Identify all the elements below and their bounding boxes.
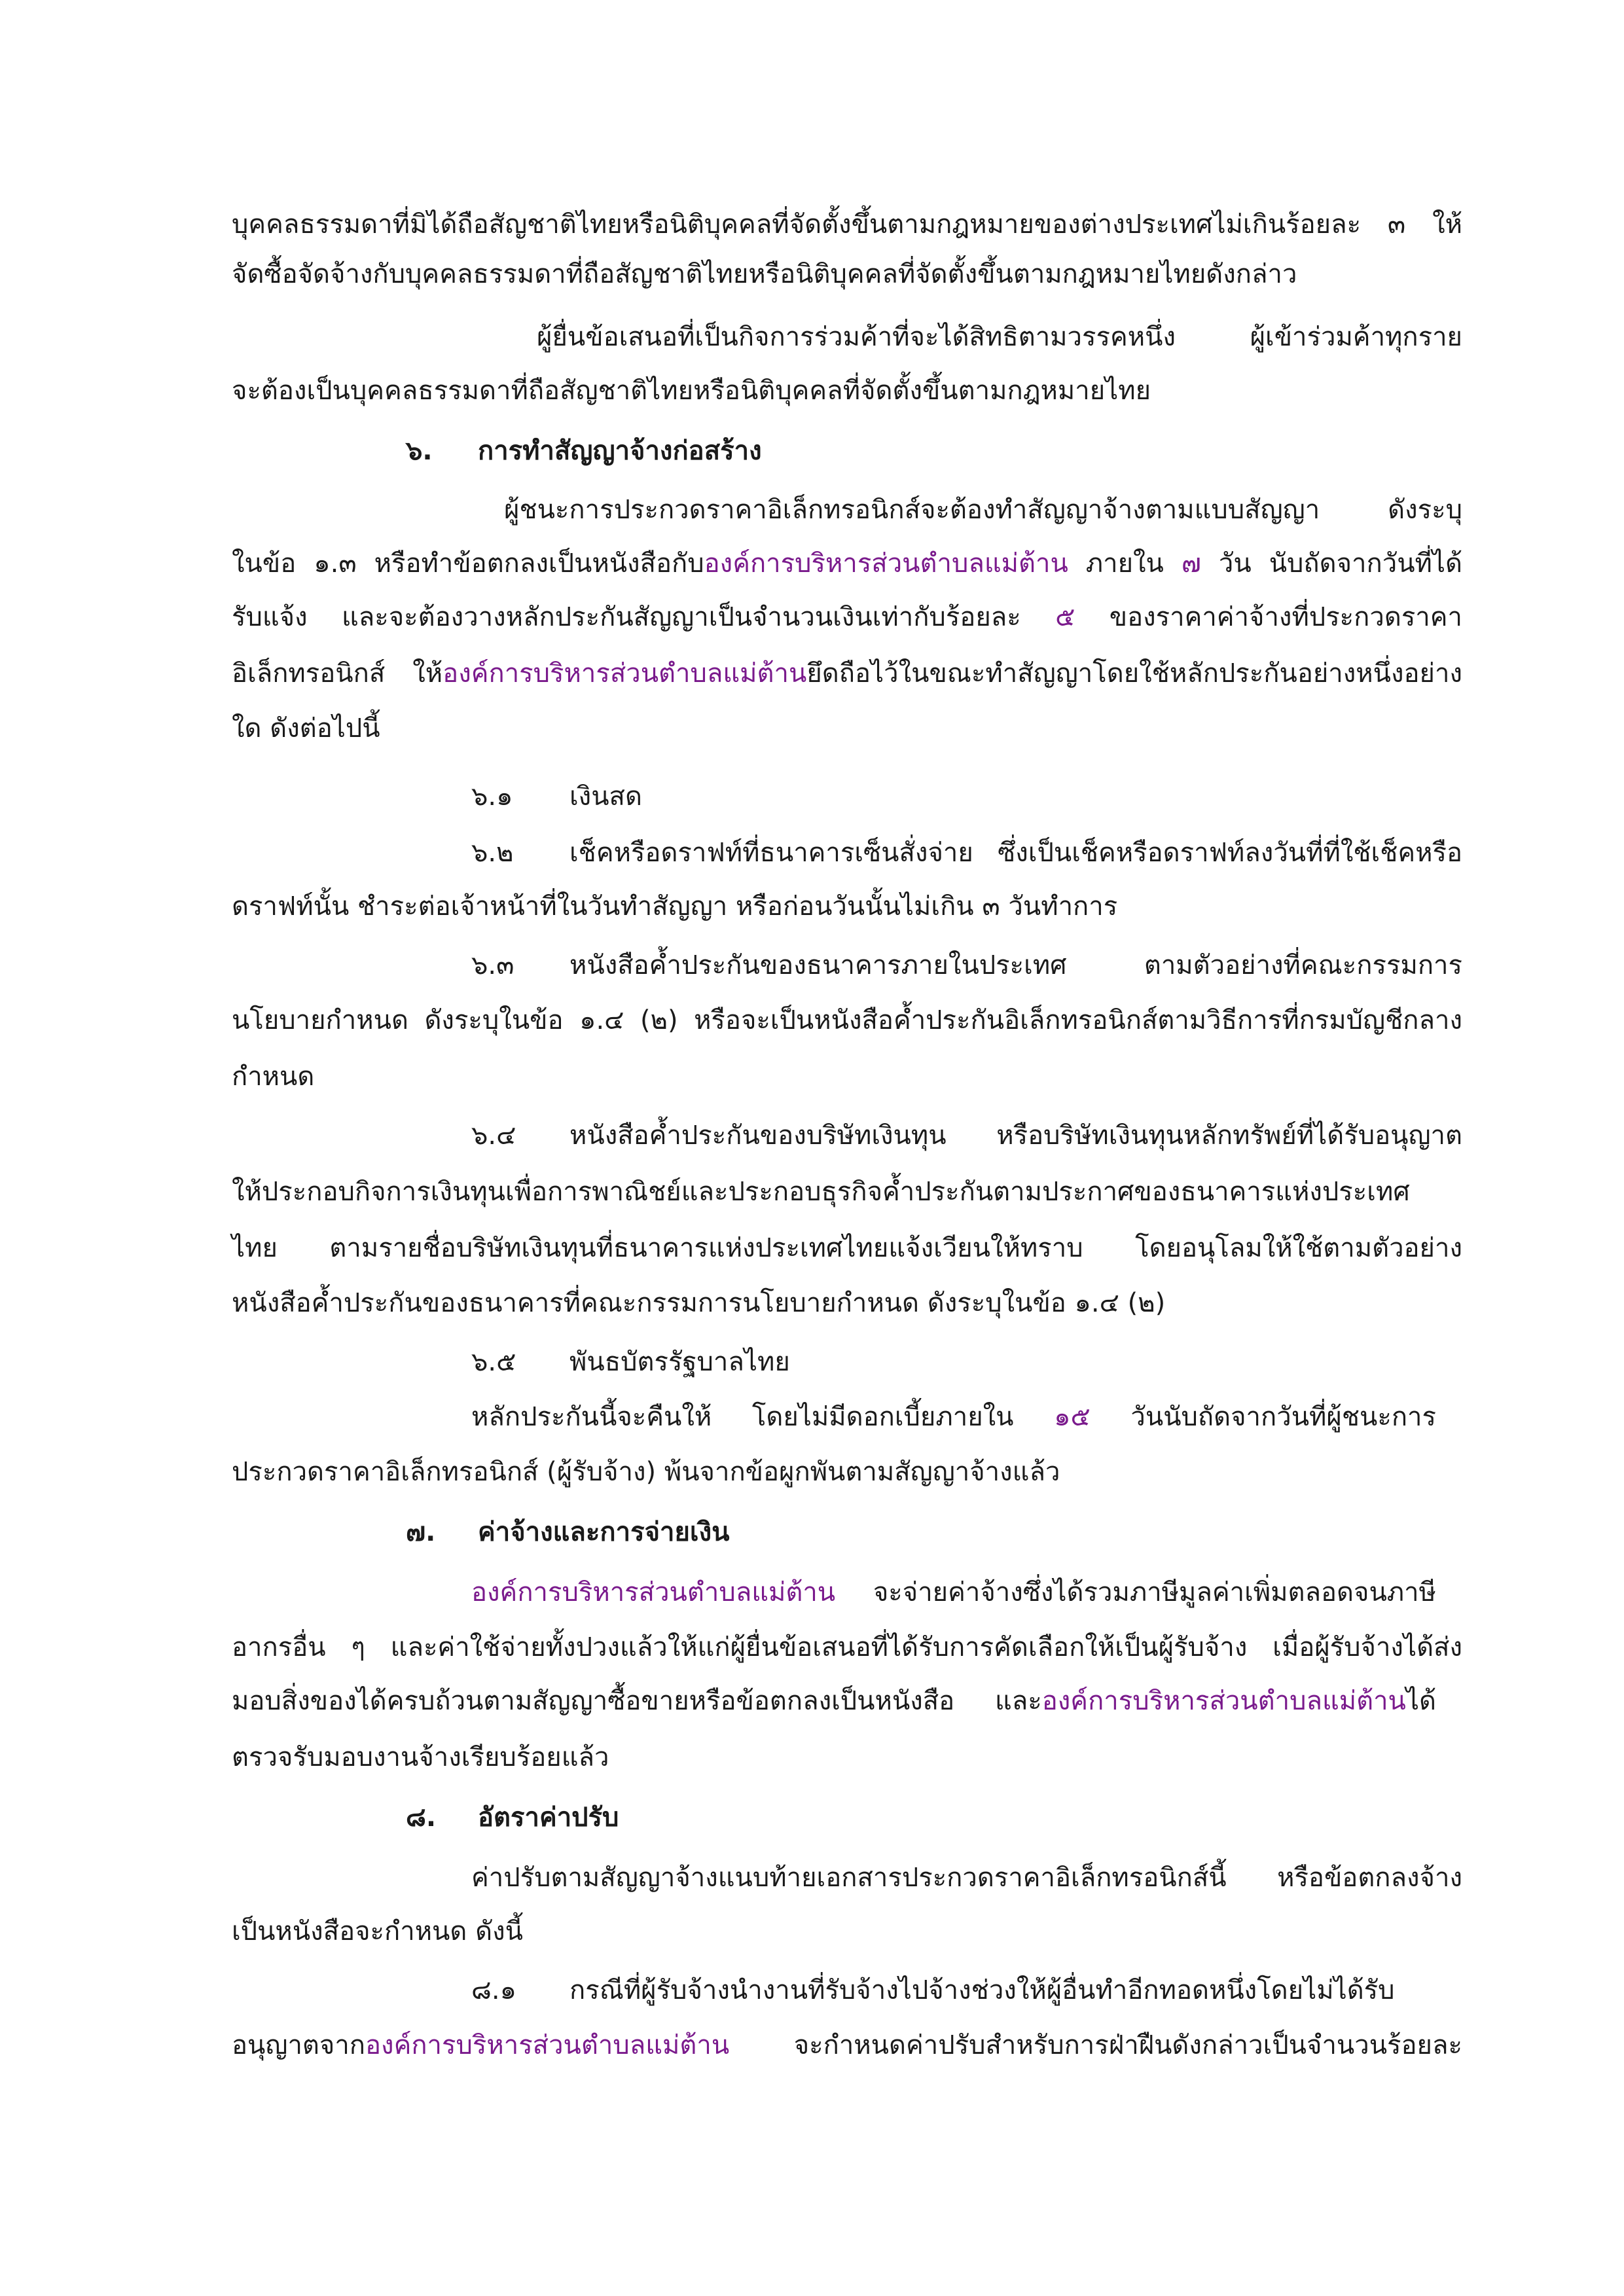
sub-item-text: พันธบัตรรัฐบาลไทย	[569, 1347, 790, 1377]
sub-item-number: ๖.๕	[471, 1347, 516, 1377]
number-highlight: ๗	[1181, 548, 1201, 579]
text-run: อนุญาตจาก	[232, 2030, 366, 2060]
paragraph-line	[232, 1004, 1462, 1037]
text-run: หลักประกันนี้จะคืนให้ โดยไม่มีดอกเบี้ยภายใน	[471, 1402, 1055, 1432]
text-run: จะจ่ายค่าจ้างซึ่งได้รวมภาษีมูลค่าเพิ่มตลอดจนภาษี	[835, 1577, 1436, 1607]
section-number: ๖.	[406, 436, 433, 466]
sub-item-6-3	[471, 949, 1462, 982]
text-run: อากรอื่น ๆ และค่าใช้จ่ายทั้งปวงแล้วให้แก่ผู้ยื่นข้อเสนอที่ได้รับการคัดเลือกให้เป็นผู้รับจ้าง เมื่อผู้รับจ้างได้ส่ง	[232, 1632, 1462, 1662]
paragraph-line	[232, 1631, 1462, 1664]
text-run: ยึดถือไว้ในขณะทำสัญญาโดยใช้หลักประกันอย่างหนึ่งอย่าง	[806, 658, 1462, 689]
section-title: ค่าจ้างและการจ่ายเงิน	[478, 1517, 730, 1547]
paragraph-line	[471, 1401, 1436, 1433]
paragraph-line	[232, 712, 1462, 745]
text-run: อิเล็กทรอนิกส์ ให้	[232, 658, 443, 689]
paragraph-line	[232, 1175, 1462, 1208]
paragraph-line	[232, 258, 1462, 291]
org-name-link: องค์การบริหารส่วนตำบลแม่ต้าน	[1041, 1686, 1406, 1716]
org-name-link: องค์การบริหารส่วนตำบลแม่ต้าน	[442, 658, 807, 689]
section-heading-6	[406, 435, 1191, 467]
paragraph-line	[232, 547, 1462, 580]
text-run: จะกำหนดค่าปรับสำหรับการฝ่าฝืนดังกล่าวเป็นจำนวนร้อยละ	[729, 2030, 1462, 2060]
text-run: ดราฟท์นั้น ชำระต่อเจ้าหน้าที่ในวันทำสัญญา หรือก่อนวันนั้นไม่เกิน ๓ วันทำการ	[232, 891, 1118, 922]
text-run: นโยบายกำหนด ดังระบุในข้อ ๑.๔ (๒) หรือจะเป็นหนังสือค้ำประกันอิเล็กทรอนิกส์ตามวิธีการที่กรมบัญชีกลาง	[232, 1005, 1462, 1035]
section-heading-8	[406, 1801, 1191, 1834]
sub-item-number: ๖.๑	[471, 781, 513, 812]
text-run: ให้ประกอบกิจการเงินทุนเพื่อการพาณิชย์และประกอบธุรกิจค้ำประกันตามประกาศของธนาคารแห่งประเทศ	[232, 1177, 1410, 1207]
paragraph-line	[232, 2029, 1462, 2062]
text-run: ของราคาค่าจ้างที่ประกวดราคา	[1075, 602, 1462, 632]
sub-item-8-1	[471, 1974, 1436, 2007]
paragraph-line	[232, 1060, 1462, 1093]
sub-item-text: หนังสือค้ำประกันของธนาคารภายในประเทศ ตามตัวอย่างที่คณะกรรมการ	[569, 950, 1462, 980]
paragraph-line	[232, 1232, 1462, 1265]
text-run: ในข้อ ๑.๓ หรือทำข้อตกลงเป็นหนังสือกับ	[232, 548, 704, 579]
number-highlight: ๑๕	[1054, 1402, 1091, 1432]
text-run: มอบสิ่งของได้ครบถ้วนตามสัญญาซื้อขายหรือข้อตกลงเป็นหนังสือ และ	[232, 1686, 1042, 1716]
paragraph-line	[232, 657, 1462, 690]
paragraph-line	[232, 890, 1462, 923]
paragraph-line	[471, 1861, 1462, 1894]
text-run: รับแจ้ง และจะต้องวางหลักประกันสัญญาเป็นจำนวนเงินเท่ากับร้อยละ	[232, 602, 1056, 632]
sub-item-6-4	[471, 1119, 1462, 1152]
text-run: ใด ดังต่อไปนี้	[232, 713, 380, 744]
text-run: ไทย ตามรายชื่อบริษัทเงินทุนที่ธนาคารแห่งประเทศไทยแจ้งเวียนให้ทราบ โดยอนุโลมให้ใช้ตามตัวอย่าง	[232, 1233, 1462, 1263]
sub-item-number: ๘.๑	[471, 1975, 516, 2005]
text-run: บุคคลธรรมดาที่มิได้ถือสัญชาติไทยหรือนิติบุคคลที่จัดตั้งขึ้นตามกฎหมายของต่างประเทศไม่เกินร้อยละ ๓ ให้	[232, 209, 1462, 240]
paragraph-line	[232, 1915, 1462, 1948]
sub-item-6-5	[471, 1346, 1126, 1378]
text-run: ภายใน	[1068, 548, 1182, 579]
paragraph-line	[232, 1287, 1462, 1319]
section-number: ๘.	[406, 1803, 437, 1833]
paragraph-line	[504, 493, 1462, 526]
text-run: ผู้ยื่นข้อเสนอที่เป็นกิจการร่วมค้าที่จะได้สิทธิตามวรรคหนึ่ง ผู้เข้าร่วมค้าทุกราย	[537, 322, 1462, 352]
text-run: ค่าปรับตามสัญญาจ้างแนบท้ายเอกสารประกวดราคาอิเล็กทรอนิกส์นี้ หรือข้อตกลงจ้าง	[471, 1863, 1462, 1893]
section-title: การทำสัญญาจ้างก่อสร้าง	[478, 436, 762, 466]
paragraph-line	[232, 601, 1462, 634]
org-name-link: องค์การบริหารส่วนตำบลแม่ต้าน	[365, 2030, 730, 2060]
text-run: จะต้องเป็นบุคคลธรรมดาที่ถือสัญชาติไทยหรือนิติบุคคลที่จัดตั้งขึ้นตามกฎหมายไทย	[232, 376, 1151, 406]
text-run: ประกวดราคาอิเล็กทรอนิกส์ (ผู้รับจ้าง) พ้นจากข้อผูกพันตามสัญญาจ้างแล้ว	[232, 1457, 1060, 1487]
paragraph-line	[232, 1741, 1462, 1774]
paragraph-line	[232, 1456, 1462, 1488]
sub-item-6-1	[471, 780, 1126, 813]
paragraph-line	[232, 374, 1462, 407]
sub-item-number: ๖.๓	[471, 950, 514, 980]
paragraph-line	[537, 321, 1462, 353]
sub-item-text: เช็คหรือดราฟท์ที่ธนาคารเซ็นสั่งจ่าย ซึ่งเป็นเช็คหรือดราฟท์ลงวันที่ที่ใช้เช็คหรือ	[569, 838, 1462, 868]
sub-item-text: กรณีที่ผู้รับจ้างนำงานที่รับจ้างไปจ้างช่วงให้ผู้อื่นทำอีกทอดหนึ่งโดยไม่ได้รับ	[569, 1975, 1395, 2005]
number-highlight: ๕	[1055, 602, 1075, 632]
text-run: ตรวจรับมอบงานจ้างเรียบร้อยแล้ว	[232, 1742, 609, 1772]
text-run: ได้	[1405, 1686, 1436, 1716]
paragraph-line	[232, 208, 1462, 241]
org-name-link: องค์การบริหารส่วนตำบลแม่ต้าน	[704, 548, 1068, 579]
section-heading-7	[406, 1516, 1191, 1549]
sub-item-number: ๖.๔	[471, 1121, 516, 1151]
sub-item-text: หนังสือค้ำประกันของบริษัทเงินทุน หรือบริษัทเงินทุนหลักทรัพย์ที่ได้รับอนุญาต	[569, 1121, 1462, 1151]
section-number: ๗.	[406, 1517, 436, 1547]
org-name-link: องค์การบริหารส่วนตำบลแม่ต้าน	[471, 1577, 836, 1607]
text-run: เป็นหนังสือจะกำหนด ดังนี้	[232, 1916, 523, 1946]
text-run: วัน นับถัดจากวันที่ได้	[1200, 548, 1463, 579]
sub-item-6-2	[471, 836, 1462, 869]
text-run: หนังสือค้ำประกันของธนาคารที่คณะกรรมการนโยบายกำหนด ดังระบุในข้อ ๑.๔ (๒)	[232, 1288, 1166, 1318]
text-run: จัดซื้อจัดจ้างกับบุคคลธรรมดาที่ถือสัญชาติไทยหรือนิติบุคคลที่จัดตั้งขึ้นตามกฎหมายไทยดังกล่าว	[232, 259, 1297, 289]
section-title: อัตราค่าปรับ	[478, 1803, 619, 1833]
sub-item-number: ๖.๒	[471, 838, 514, 868]
sub-item-text: เงินสด	[569, 781, 642, 812]
text-run: ผู้ชนะการประกวดราคาอิเล็กทรอนิกส์จะต้องทำสัญญาจ้างตามแบบสัญญา ดังระบุ	[504, 495, 1462, 525]
paragraph-line	[232, 1685, 1436, 1717]
text-run: วันนับถัดจากวันที่ผู้ชนะการ	[1090, 1402, 1436, 1432]
text-run: กำหนด	[232, 1062, 315, 1092]
paragraph-line	[471, 1576, 1436, 1609]
